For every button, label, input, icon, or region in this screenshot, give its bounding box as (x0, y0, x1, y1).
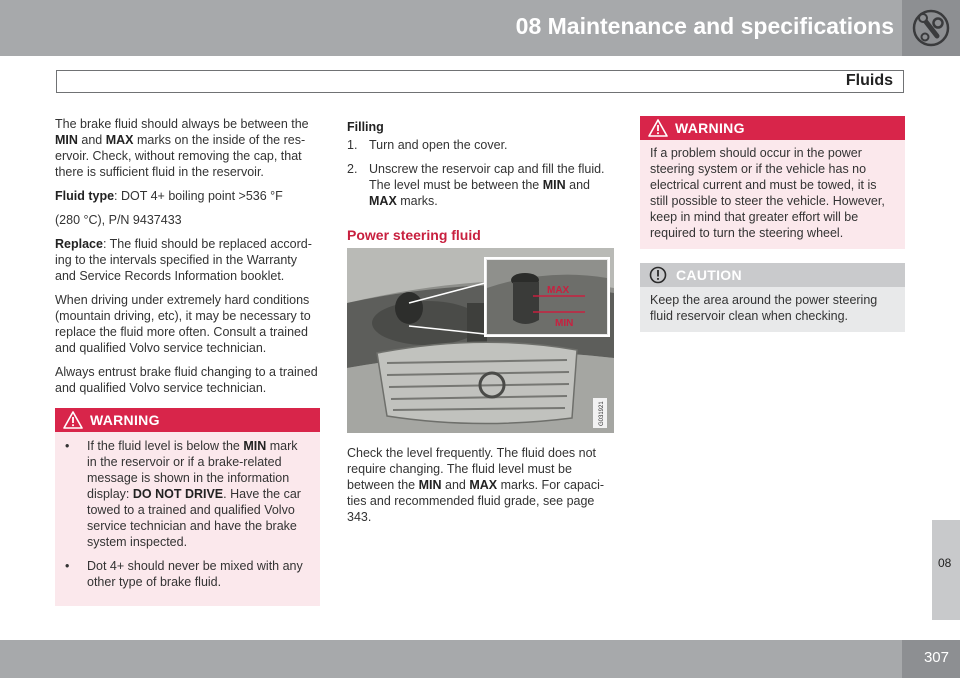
column-warnings (640, 116, 905, 332)
column-brake-fluid (55, 116, 320, 606)
warning-header (640, 116, 905, 140)
chapter-side-tab (932, 520, 960, 620)
filling-heading: Filling (347, 120, 384, 134)
max-mark-label: MAX (547, 285, 570, 296)
page-number: 307 (923, 649, 949, 666)
brake-warning-box (55, 408, 320, 606)
warning-text: If a problem should occur in the power steering system or if the vehicle has no electrical current and must be towed, it is still possible to steer the vehicle. However, keep in mind that greater effort will be required to turn the steering wheel. (650, 146, 885, 240)
entrust-note: Always entrust brake fluid changing to a trained and qualified Volvo service technician. (55, 365, 318, 395)
figure-code: G031921 (599, 401, 605, 426)
warning-bullet: • Dot 4+ should never be mixed with any other type of brake fluid. (65, 559, 303, 589)
min-mark-label: MIN (555, 318, 574, 329)
warning-header (55, 408, 320, 432)
wrench-gear-icon (910, 6, 952, 50)
caution-box (640, 263, 905, 332)
engine-bay-illustration (347, 248, 614, 433)
column-filling (347, 119, 614, 533)
warning-triangle-icon (648, 119, 668, 137)
section-title: Fluids (845, 72, 893, 89)
caution-text: Keep the area around the power steering fluid reservoir clean when checking. (650, 293, 878, 323)
footer-bar (0, 640, 960, 678)
caution-title: CAUTION (676, 267, 742, 283)
chapter-icon-box (902, 0, 960, 56)
filling-step: 1. Turn and open the cover. (347, 138, 508, 152)
power-steering-text: Check the level frequently. The fluid does not require changing. The fluid level must be between the MIN and MAX marks. For capacities and recommended fluid grade, see page 343. (347, 446, 605, 524)
caution-header (640, 263, 905, 287)
replace-interval: Replace: The fluid should be replaced according to the intervals specified in the Warranty and Service Records Information booklet. (55, 237, 312, 283)
engine-bay-photo (347, 248, 614, 433)
caution-circle-icon (649, 266, 667, 284)
page-number-box (902, 640, 960, 678)
power-steering-heading: Power steering fluid (347, 227, 481, 243)
power-steering-warning-box (640, 116, 905, 249)
filling-step: 2. Unscrew the reservoir cap and fill the fluid. The level must be between the MIN and MAX marks. (347, 162, 605, 208)
chapter-title: 08 Maintenance and specifications (515, 13, 894, 39)
warning-bullet: • If the fluid level is below the MIN mark in the reservoir or if a brake-related message is shown in the information display: DO NOT DRIVE. Have the car towed to a trained and qualified Volvo service technician and have the brake system inspected. (65, 439, 301, 549)
section-header (56, 70, 904, 93)
warning-triangle-icon (63, 411, 83, 429)
warning-title: WARNING (90, 412, 160, 428)
extreme-conditions-note: When driving under extremely hard conditions (mountain driving, etc), it may be necessary to replace the fluid more often. Consult a trained and qualified Volvo service technician. (55, 293, 311, 355)
fluid-type-spec: (280 °C), P/N 9437433 (55, 213, 182, 227)
warning-title: WARNING (675, 120, 745, 136)
chapter-tab-label: 08 (938, 556, 952, 570)
chapter-header-bar (0, 0, 960, 56)
brake-fluid-intro: The brake fluid should always be between the MIN and MAX marks on the inside of the reservoir. Check, without removing the cap, that there is sufficient fluid in the reservoir. (55, 117, 309, 179)
fluid-type: Fluid type: DOT 4+ boiling point >536 °F (55, 189, 283, 203)
